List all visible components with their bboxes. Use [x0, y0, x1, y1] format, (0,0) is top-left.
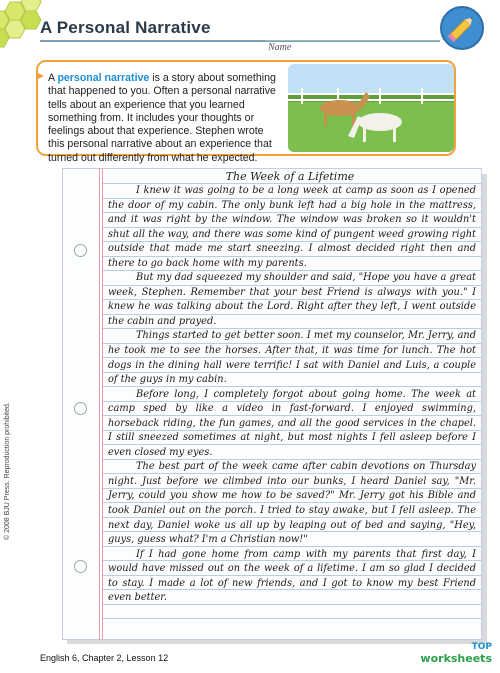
intro-text: A personal narrative is a story about something that happened to you. Often a personal narrative tells about an experience that you learned something from. It includes your thoughts or feelings about that experience. Stephen wrote this personal narrative about an experience that turned out differently from what he expected. [48, 72, 276, 164]
intro-highlight-term: personal narrative [57, 72, 150, 84]
ruled-line [102, 618, 482, 619]
brand-bottom: worksheets [420, 652, 492, 665]
brand-logo [420, 642, 492, 670]
story-paragraph: I knew it was going to be a long week at camp as soon as I opened the door of my cabin. The only bunk left had a big hole in the mattress, and it was right by the window. The window was broken so it wouldn't shut all the way, and there was some kind of pungent weed growing right outside that made me start sneezing. I almost decided right then and there to go back home with my parents. [108, 185, 476, 269]
lesson-footer: English 6, Chapter 2, Lesson 12 [40, 653, 169, 663]
story-paragraph: If I had gone home from camp with my parents that first day, I would have missed out on the week of a lifetime. I am so glad I decided to stay. I made a lot of new friends, and I got to know my best Friend even better. [108, 548, 476, 604]
page-title: A Personal Narrative [40, 18, 211, 37]
horses-illustration [288, 64, 454, 152]
binder-hole [74, 402, 87, 415]
story-paragraph: The best part of the week came after cabin devotions on Thursday night. Just before we climbed into our bunks, I heard Daniel say, "Mr. Jerry, could you show me how to be saved?" Mr. Jerry got his Bible and took Daniel out on the porch. I tried to stay awake, but I fell asleep. The next day, Daniel woke us all up by leaping out of bed and saying, "Hey, guys, guess what? I'm a Christian now!" [108, 461, 476, 546]
brand-top: TOP [471, 642, 492, 652]
binder-hole [74, 560, 87, 573]
story-title: The Week of a Lifetime [225, 170, 355, 183]
name-field-line[interactable] [265, 40, 440, 41]
pencil-badge-icon [440, 6, 484, 50]
copyright-notice: © 2008 BJU Press. Reproduction prohibited. [4, 402, 11, 540]
story-body [108, 184, 476, 606]
name-label: Name [268, 42, 292, 53]
story-paragraph: Things started to get better soon. I met my counselor, Mr. Jerry, and he took me to see the horses. After that, it was time for lunch. The hot dogs in the dining hall were terrific! I sat with Daniel and Luis, a couple of the guys in my cabin. [108, 330, 476, 386]
binder-hole [74, 244, 87, 257]
paper-margin-line [102, 168, 103, 640]
story-paragraph: Before long, I completely forgot about going home. The week at camp sped by like a video in fast-forward. I enjoyed swimming, horseback riding, the fun games, and all the good services in the chapel. I still sneezed sometimes at night, but most nights I fell asleep before I even closed my eyes. [108, 388, 476, 458]
paper-margin-line [99, 168, 100, 640]
story-paragraph: But my dad squeezed my shoulder and said, "Hope you have a great week, Stephen. Remember that your best Friend is always with you." I knew he was talking about the Lord. Right after they left, I went outside the cabin and prayed. [108, 272, 476, 327]
